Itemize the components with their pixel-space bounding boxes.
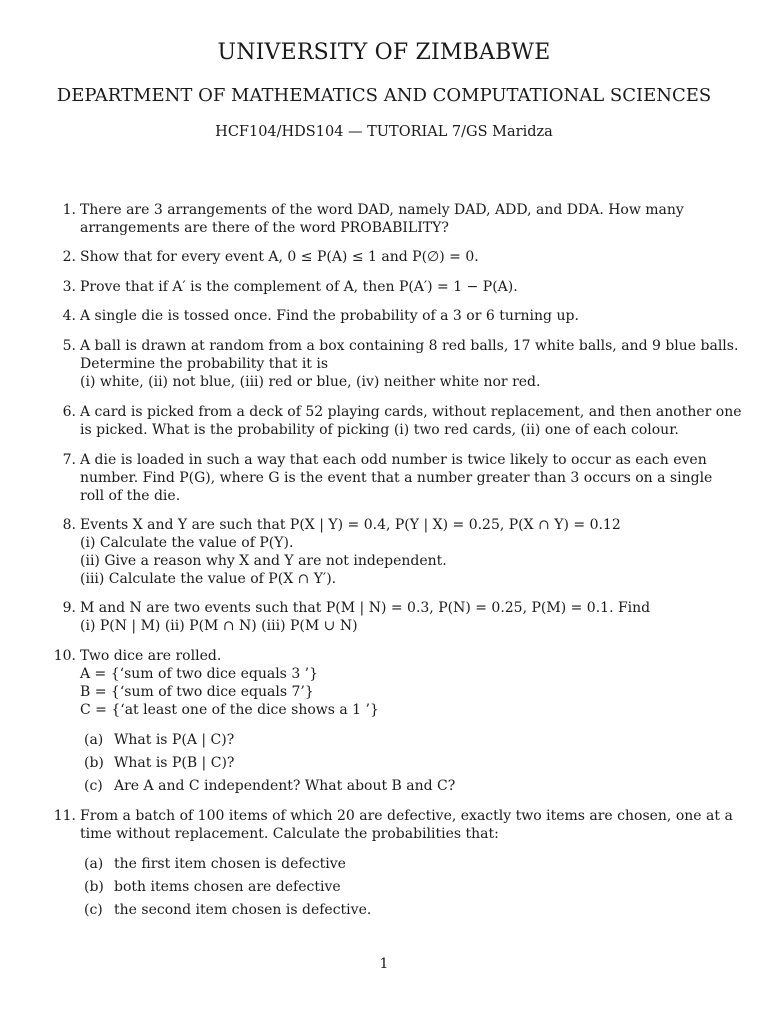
question-text: Two dice are rolled. bbox=[80, 648, 222, 664]
question-number: 11. bbox=[53, 808, 76, 824]
question-text: From a batch of 100 items of which 20 are defective, exactly two items are chosen, one at a bbox=[80, 808, 733, 824]
question-number: 7. bbox=[62, 452, 76, 468]
department-title: DEPARTMENT OF MATHEMATICS AND COMPUTATIONAL SCIENCES bbox=[56, 85, 712, 106]
question-11 bbox=[53, 807, 733, 919]
question-text: There are 3 arrangements of the word DAD, namely DAD, ADD, and DDA. How many bbox=[80, 202, 684, 218]
question-text: B = {‘sum of two dice equals 7’} bbox=[80, 684, 314, 700]
question-text: M and N are two events such that P(M | N) = 0.3, P(N) = 0.25, P(M) = 0.1. Find bbox=[80, 600, 651, 616]
question-number: 5. bbox=[62, 338, 76, 354]
sub-question-text: the second item chosen is defective. bbox=[114, 902, 372, 918]
sub-question-text: both items chosen are defective bbox=[114, 879, 341, 895]
question-text: A single die is tossed once. Find the probability of a 3 or 6 turning up. bbox=[80, 308, 579, 324]
question-5 bbox=[62, 337, 739, 391]
sub-question bbox=[84, 754, 680, 772]
question-2 bbox=[62, 248, 680, 266]
page-number: 1 bbox=[379, 956, 389, 972]
question-text: (i) Calculate the value of P(Y). bbox=[80, 535, 294, 551]
question-3 bbox=[62, 278, 680, 296]
question-7 bbox=[62, 451, 713, 505]
question-text: Prove that if A′ is the complement of A, then P(A′) = 1 − P(A). bbox=[80, 279, 518, 295]
question-6 bbox=[62, 403, 742, 439]
question-text: is picked. What is the probability of picking (i) two red cards, (ii) one of each colour. bbox=[80, 422, 679, 438]
sub-question-label: (b) bbox=[84, 879, 104, 895]
question-number: 8. bbox=[62, 517, 76, 533]
question-text: Events X and Y are such that P(X | Y) = 0.4, P(Y | X) = 0.25, P(X ∩ Y) = 0.12 bbox=[80, 517, 621, 533]
sub-question bbox=[84, 731, 680, 749]
sub-question-text: Are A and C independent? What about B and C? bbox=[114, 778, 456, 794]
sub-question-label: (c) bbox=[84, 778, 103, 794]
question-text: A die is loaded in such a way that each odd number is twice likely to occur as each even bbox=[80, 452, 707, 468]
sub-question bbox=[84, 855, 680, 873]
question-number: 9. bbox=[62, 600, 76, 616]
sub-question-label: (b) bbox=[84, 755, 104, 771]
question-10 bbox=[53, 647, 680, 795]
course-subtitle: HCF104/HDS104 — TUTORIAL 7/GS Maridza bbox=[215, 124, 553, 140]
question-text: A = {‘sum of two dice equals 3 ’} bbox=[80, 666, 319, 682]
question-text: arrangements are there of the word PROBABILITY? bbox=[80, 220, 449, 236]
sub-question bbox=[84, 878, 680, 896]
question-number: 6. bbox=[62, 404, 76, 420]
question-number: 1. bbox=[62, 202, 76, 218]
question-text: C = {‘at least one of the dice shows a 1 ’} bbox=[80, 702, 379, 718]
question-text: time without replacement. Calculate the probabilities that: bbox=[80, 826, 499, 842]
question-number: 4. bbox=[62, 308, 76, 324]
question-text: number. Find P(G), where G is the event that a number greater than 3 occurs on a single bbox=[80, 470, 713, 486]
sub-question bbox=[84, 901, 680, 919]
university-title: UNIVERSITY OF ZIMBABWE bbox=[217, 40, 551, 65]
question-8 bbox=[62, 516, 680, 588]
question-4 bbox=[62, 307, 680, 325]
question-text: (ii) Give a reason why X and Y are not independent. bbox=[80, 553, 447, 569]
question-number: 3. bbox=[62, 279, 76, 295]
question-text: (iii) Calculate the value of P(X ∩ Y′). bbox=[80, 571, 337, 587]
sub-question-label: (a) bbox=[84, 856, 104, 872]
sub-question-text: What is P(B | C)? bbox=[114, 755, 235, 771]
question-text: Show that for every event A, 0 ≤ P(A) ≤ 1 and P(∅) = 0. bbox=[80, 249, 479, 265]
question-text: (i) white, (ii) not blue, (iii) red or blue, (iv) neither white nor red. bbox=[80, 374, 541, 390]
question-text: A ball is drawn at random from a box containing 8 red balls, 17 white balls, and 9 blue balls. bbox=[80, 338, 739, 354]
question-1 bbox=[62, 201, 684, 237]
question-text: Determine the probability that it is bbox=[80, 356, 329, 372]
sub-question-label: (c) bbox=[84, 902, 103, 918]
question-number: 10. bbox=[53, 648, 76, 664]
question-text: (i) P(N | M) (ii) P(M ∩ N) (iii) P(M ∪ N) bbox=[80, 618, 358, 634]
question-9 bbox=[62, 599, 680, 635]
sub-question-text: What is P(A | C)? bbox=[114, 732, 235, 748]
question-number: 2. bbox=[62, 249, 76, 265]
question-text: A card is picked from a deck of 52 playing cards, without replacement, and then another one bbox=[80, 404, 742, 420]
question-text: roll of the die. bbox=[80, 488, 181, 504]
sub-question-label: (a) bbox=[84, 732, 104, 748]
sub-question bbox=[84, 777, 680, 795]
sub-question-text: the first item chosen is defective bbox=[114, 856, 346, 872]
